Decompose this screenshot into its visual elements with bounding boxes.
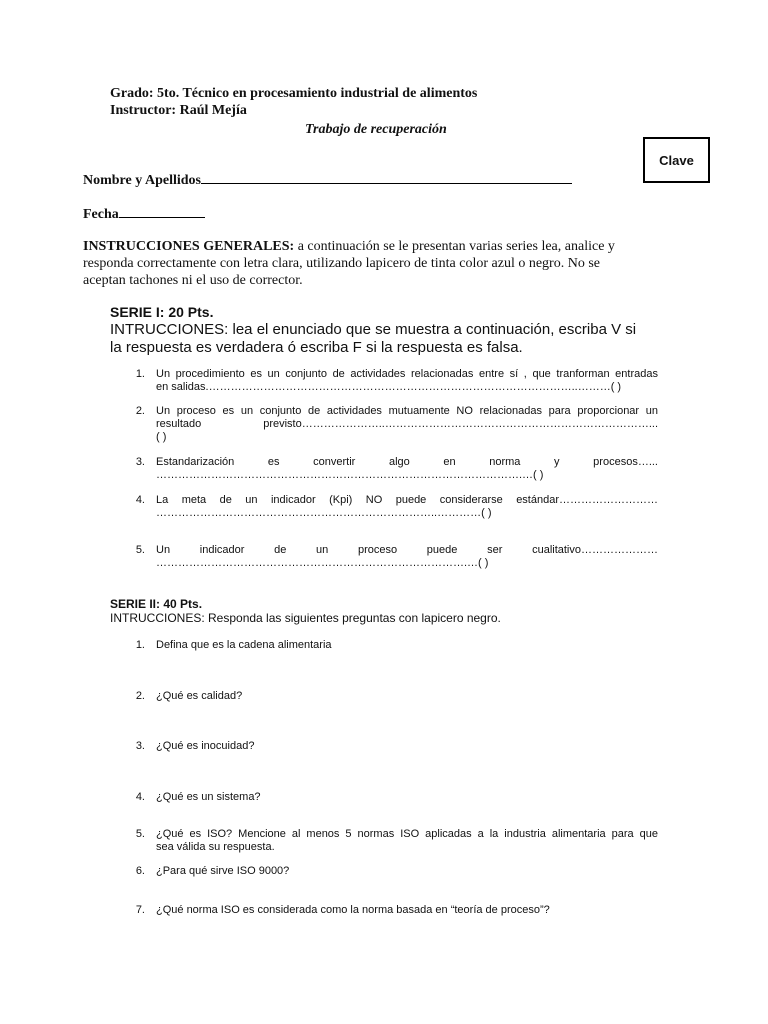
instr-gen-label: INSTRUCCIONES GENERALES:: [83, 239, 295, 254]
serie2-title: SERIE II: 40 Pts.: [110, 597, 203, 611]
serie1-instr: [110, 321, 670, 357]
clave-box: [643, 137, 710, 183]
item-text: en salidas.………………………………………………………………………………………..………( ): [156, 381, 622, 393]
serie1-instr-line1: INTRUCCIONES: lea el enunciado que se muestra a continuación, escriba V si: [110, 321, 637, 338]
item-text: ¿Qué es calidad?: [156, 690, 243, 702]
item-number: 4.: [135, 791, 145, 803]
instr-gen-line1: a continuación se le presentan varias series lea, analice y: [294, 239, 615, 254]
item-text: Defina que es la cadena alimentaria: [156, 639, 332, 651]
grado-text: Grado: 5to. Técnico en procesamiento industrial de alimentos: [110, 86, 478, 101]
instr-gen-line2: responda correctamente con letra clara, utilizando lapicero de tinta color azul o negro. No se: [83, 256, 600, 271]
item-text: Estandarización es convertir algo en norma y procesos…...: [156, 456, 658, 468]
nombre-label: Nombre y Apellidos: [83, 173, 201, 188]
page-title: Trabajo de recuperación: [305, 122, 447, 137]
nombre-line[interactable]: [201, 170, 572, 184]
clave-label: Clave: [659, 152, 694, 168]
item-text: sea válida su respuesta.: [156, 841, 275, 853]
item-number: 5.: [135, 544, 145, 556]
serie2-instr: INTRUCCIONES: Responda las siguientes preguntas con lapicero negro.: [110, 611, 501, 625]
fecha-field: [83, 204, 205, 223]
item-text: ¿Qué norma ISO es considerada como la norma basada en “teoría de proceso”?: [156, 904, 550, 916]
item-text: Un procedimiento es un conjunto de actividades relacionadas entre sí , que tranforman entradas: [156, 368, 658, 380]
instrucciones-generales: [83, 238, 683, 289]
item-text: resultado previsto…………………..………………………………………………………………...: [156, 418, 658, 430]
item-text: Un indicador de un proceso puede ser cualitativo…………………: [156, 544, 658, 556]
item-number: 3.: [135, 456, 145, 468]
instr-gen-line3: aceptan tachones ni el uso de corrector.: [83, 273, 303, 288]
item-number: 5.: [135, 828, 145, 840]
serie1-instr-line2: la respuesta es verdadera ó escriba F si la respuesta es falsa.: [110, 339, 523, 356]
item-text: ¿Qué es ISO? Mencione al menos 5 normas ISO aplicadas a la industria alimentaria para que: [156, 828, 658, 840]
item-text: ( ): [156, 431, 167, 443]
item-text: ¿Para qué sirve ISO 9000?: [156, 865, 290, 877]
fecha-label: Fecha: [83, 207, 119, 222]
item-number: 2.: [135, 690, 145, 702]
item-number: 7.: [135, 904, 145, 916]
item-text: …………………………………………………………………..…………( ): [156, 507, 492, 519]
fecha-line[interactable]: [119, 204, 205, 218]
item-number: 6.: [135, 865, 145, 877]
item-number: 4.: [135, 494, 145, 506]
item-text: Un proceso es un conjunto de actividades mutuamente NO relacionadas para proporcionar un: [156, 405, 658, 417]
item-text: ¿Qué es un sistema?: [156, 791, 261, 803]
item-number: 3.: [135, 740, 145, 752]
serie1-title: SERIE I: 20 Pts.: [110, 304, 214, 320]
item-text: ……………………………………………………………………………………….…( ): [156, 469, 544, 481]
item-text: ………………………………………………………………………….…( ): [156, 557, 489, 569]
item-text: La meta de un indicador (Kpi) NO puede considerarse estándar………………………: [156, 494, 658, 506]
item-number: 2.: [135, 405, 145, 417]
item-number: 1.: [135, 368, 145, 380]
item-number: 1.: [135, 639, 145, 651]
item-text: ¿Qué es inocuidad?: [156, 740, 255, 752]
nombre-field: [83, 170, 572, 189]
instructor-text: Instructor: Raúl Mejía: [110, 103, 247, 118]
